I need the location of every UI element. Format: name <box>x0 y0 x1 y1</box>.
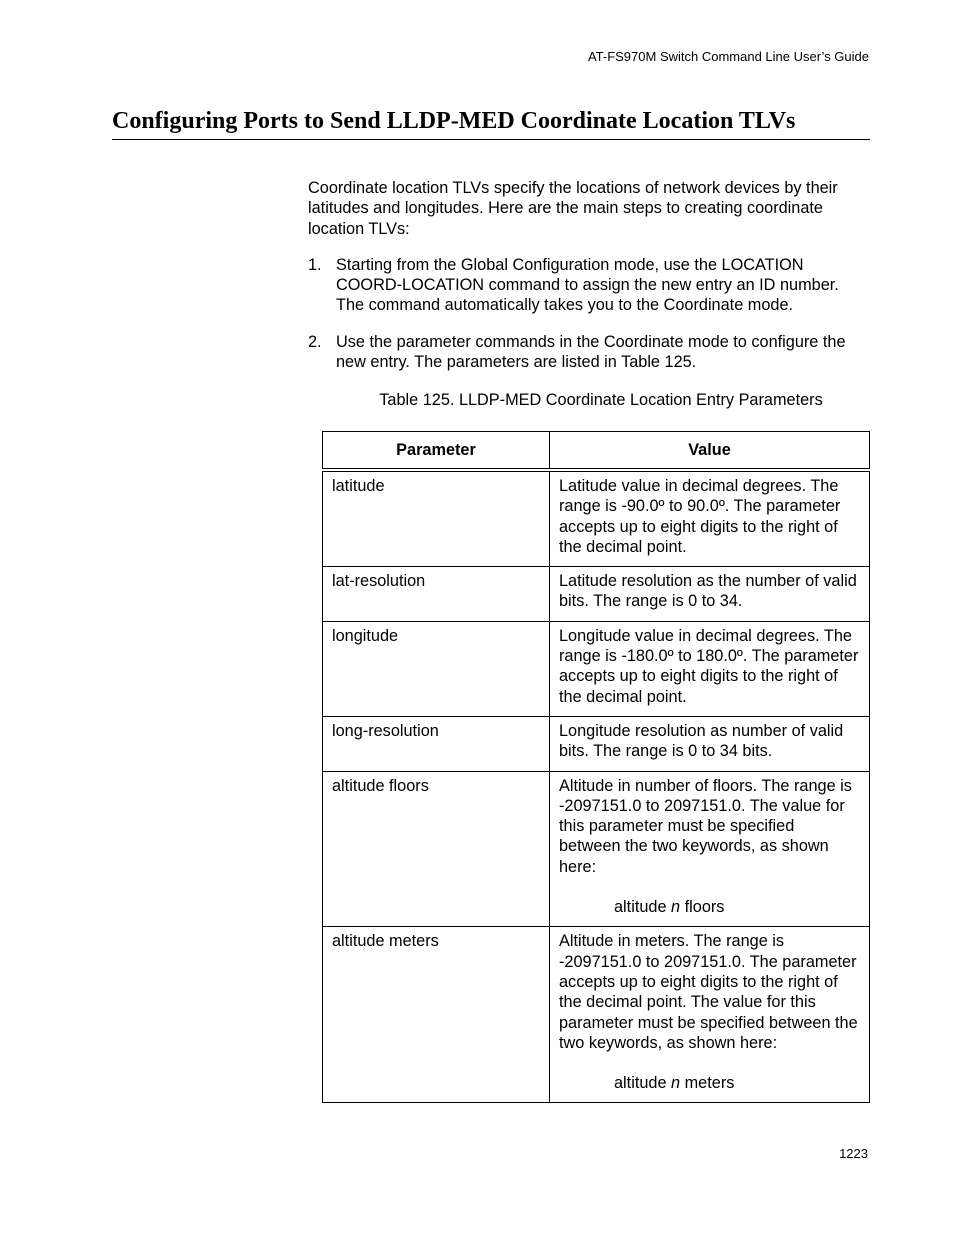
header-parameter: Parameter <box>323 432 550 471</box>
intro-paragraph: Coordinate location TLVs specify the locations of network devices by their latitudes and longitudes. Here are the main steps to creating coordinate location TLVs: <box>308 179 838 238</box>
syntax-example <box>559 897 859 917</box>
table-header-row <box>323 432 870 471</box>
page-number: 1223 <box>839 1146 868 1161</box>
param-cell: altitude meters <box>332 932 439 951</box>
table-row <box>323 567 870 622</box>
table-row <box>323 771 870 927</box>
value-text: Altitude in number of floors. The range is -2097151.0 to 2097151.0. The value for this parameter must be specified between the two keywords, as shown here: <box>559 776 852 876</box>
table-row <box>323 716 870 771</box>
param-cell: altitude floors <box>332 776 429 795</box>
syntax-keyword: altitude <box>614 898 672 917</box>
syntax-keyword: altitude <box>614 1074 672 1093</box>
step-item <box>308 332 870 373</box>
table-row <box>323 621 870 716</box>
syntax-example <box>559 1073 859 1093</box>
running-header: AT-FS970M Switch Command Line User’s Guide <box>587 49 869 64</box>
param-cell: latitude <box>332 477 385 495</box>
value-cell <box>550 772 869 927</box>
table-row <box>323 470 870 567</box>
param-cell: longitude <box>332 626 399 645</box>
step-text: Use the parameter commands in the Coordinate mode to configure the new entry. The parameters are listed in Table 125. <box>336 332 846 372</box>
step-item <box>308 255 870 316</box>
value-cell <box>550 927 869 1102</box>
parameters-table <box>322 431 870 1103</box>
header-value: Value <box>550 432 870 471</box>
param-cell: lat-resolution <box>332 572 426 591</box>
syntax-variable: n <box>671 898 681 917</box>
steps-list <box>308 255 870 372</box>
value-cell: Latitude resolution as the number of valid bits. The range is 0 to 34. <box>559 572 857 611</box>
param-cell: long-resolution <box>332 721 439 740</box>
value-cell: Longitude resolution as number of valid bits. The range is 0 to 34 bits. <box>559 721 844 761</box>
value-cell: Latitude value in decimal degrees. The range is -90.0º to 90.0º. The parameter accepts up to eight digits to the right of the decimal point. <box>559 477 841 556</box>
value-cell: Longitude value in decimal degrees. The range is -180.0º to 180.0º. The parameter accepts up to eight digits to the right of the decimal point. <box>559 626 859 706</box>
step-number: 1. <box>308 255 322 274</box>
value-text: Altitude in meters. The range is -2097151.0 to 2097151.0. The parameter accepts up to eight digits to the right of the decimal point. The value for this parameter must be specified between the two keywords, as shown here: <box>559 932 858 1052</box>
section-title: Configuring Ports to Send LLDP-MED Coordinate Location TLVs <box>112 107 870 140</box>
syntax-variable: n <box>671 1074 681 1093</box>
body-content <box>308 178 870 410</box>
table-caption: Table 125. LLDP-MED Coordinate Location Entry Parameters <box>379 391 823 410</box>
step-number: 2. <box>308 332 322 351</box>
table-row <box>323 927 870 1103</box>
syntax-keyword: floors <box>680 898 725 917</box>
syntax-keyword: meters <box>680 1074 735 1093</box>
step-text: Starting from the Global Configuration mode, use the LOCATION COORD-LOCATION command to assign the new entry an ID number. The command automatically takes you to the Coordinate mode. <box>336 255 839 315</box>
